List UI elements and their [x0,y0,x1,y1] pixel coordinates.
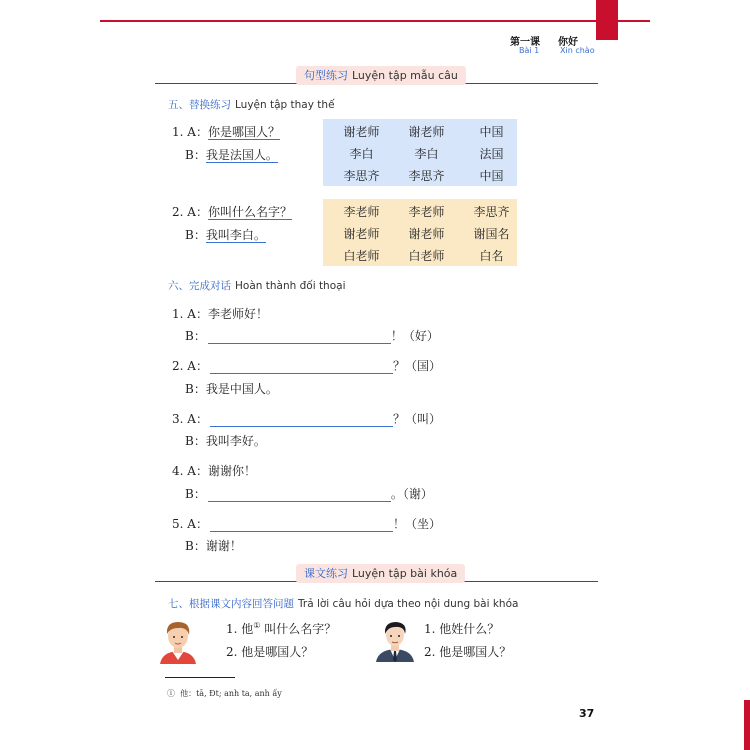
answer-blank[interactable] [208,489,391,502]
dialogue-text: B：谢谢！ [185,539,242,553]
item-number: 3. [172,412,184,426]
band-title-vi: Luyện tập mẫu câu [352,69,458,82]
footnote [167,688,282,699]
item-number: 1. [172,125,184,139]
grid-cell: 李白 [349,147,374,161]
speaker-label: B： [185,228,206,242]
item-number: 4. [172,464,184,478]
answer-blank[interactable] [210,361,393,374]
footnote-marker: ① [167,689,175,698]
answer-blank[interactable] [208,331,391,344]
footnote-rule [165,677,235,678]
substitution-grid [323,199,517,266]
sentence-text: 你叫什么名字？ [207,205,292,219]
dialogue-line [172,305,268,322]
sentence-text: 我叫李白。 [205,228,266,242]
section-heading-zh: 六、完成对话 [168,280,231,292]
dialogue-line [185,537,242,554]
band-title-zh: 句型练习 [304,69,348,82]
grid-cell: 李思齐 [343,169,380,183]
grid-cell: 中国 [479,169,504,183]
question-line [226,620,336,637]
speaker-label: A： [187,125,208,139]
section-heading-vi: Luyện tập thay thế [235,99,335,111]
item-number: 2. [172,359,184,373]
grid-cell: 法国 [479,147,504,161]
sentence-text: 我是法国人。 [205,148,278,162]
page-number: 37 [579,707,595,720]
speaker-label: B： [185,148,206,162]
exercise-line [172,203,292,220]
dialogue-text: B：我叫李好。 [185,434,266,448]
avatar-li-bai [154,618,202,664]
dialogue-line [185,485,433,502]
grid-cell: 谢国名 [473,227,510,241]
question-line [226,643,313,660]
speaker-label: A： [187,205,208,219]
grid-cell: 谢老师 [343,227,380,241]
speaker-label: B： [185,329,206,343]
avatar-xie [372,620,418,662]
question-text: 1. 他 [226,622,254,636]
answer-hint: ！（好） [390,329,439,343]
grid-cell: 白老师 [408,249,445,263]
grid-cell: 白名 [479,249,504,263]
exercise-line [185,226,266,243]
question-text: 叫什么名字？ [264,622,337,636]
band-title-vi: Luyện tập bài khóa [352,567,458,580]
footnote-marker: ① [253,621,261,630]
dialogue-line [185,380,278,397]
grid-cell: 李思齐 [473,205,510,219]
lesson-title-zh: 你好 [558,37,578,48]
sentence-text: 你是哪国人？ [207,125,280,139]
speaker-label: A： [187,517,208,531]
lesson-number-vi: Bài 1 [519,46,540,55]
lesson-number-zh: 第一课 [510,37,540,48]
page-edge-strip [744,700,750,750]
grid-cell: 谢老师 [408,125,445,139]
lesson-title-vi: Xin chào [560,46,595,55]
dialogue-line [172,515,441,532]
dialogue-line [172,357,441,374]
section-heading [168,596,518,611]
section-band-sentence-practice [296,66,466,85]
dialogue-line [185,432,266,449]
answer-blank[interactable] [210,414,393,427]
grid-cell: 白老师 [343,249,380,263]
grid-cell: 李老师 [408,205,445,219]
header-rule [100,20,650,22]
dialogue-text: A：李老师好！ [187,307,268,321]
section-heading-zh: 五、替换练习 [168,99,231,111]
exercise-line [185,146,278,163]
answer-hint: ！（坐） [392,517,441,531]
substitution-grid [323,119,517,186]
question-text: 2. 他是哪国人？ [226,645,314,659]
band-title-zh: 课文练习 [304,567,348,580]
exercise-line [172,123,280,140]
section-heading [168,278,346,293]
item-number: 5. [172,517,184,531]
question-text: 1. 他姓什么？ [424,622,500,636]
question-text: 2. 他是哪国人？ [424,645,512,659]
item-number: 2. [172,205,184,219]
dialogue-line [185,327,439,344]
section-heading [168,97,335,112]
section-band-text-practice [296,564,465,583]
grid-cell: 谢老师 [343,125,380,139]
item-number: 1. [172,307,184,321]
dialogue-text: A：谢谢你！ [187,464,256,478]
section-heading-vi: Trả lời câu hỏi dựa theo nội dung bài khóa [298,598,519,610]
footnote-text: 他：tā, Đt; anh ta, anh ấy [180,689,282,698]
answer-blank[interactable] [210,519,393,532]
speaker-label: A： [187,412,208,426]
speaker-label: B： [185,487,206,501]
grid-cell: 中国 [479,125,504,139]
speaker-label: A： [187,359,208,373]
dialogue-line [172,462,256,479]
section-heading-vi: Hoàn thành đối thoại [235,280,346,292]
question-line [424,643,511,660]
dialogue-text: B：我是中国人。 [185,382,278,396]
answer-hint: ？（叫） [392,412,441,426]
grid-cell: 李思齐 [408,169,445,183]
answer-hint: ？（国） [392,359,441,373]
dialogue-line [172,410,441,427]
question-line [424,620,499,637]
section-heading-zh: 七、根据课文内容回答问题 [168,598,294,610]
answer-hint: 。（谢） [390,487,433,501]
grid-cell: 李白 [414,147,439,161]
grid-cell: 李老师 [343,205,380,219]
grid-cell: 谢老师 [408,227,445,241]
